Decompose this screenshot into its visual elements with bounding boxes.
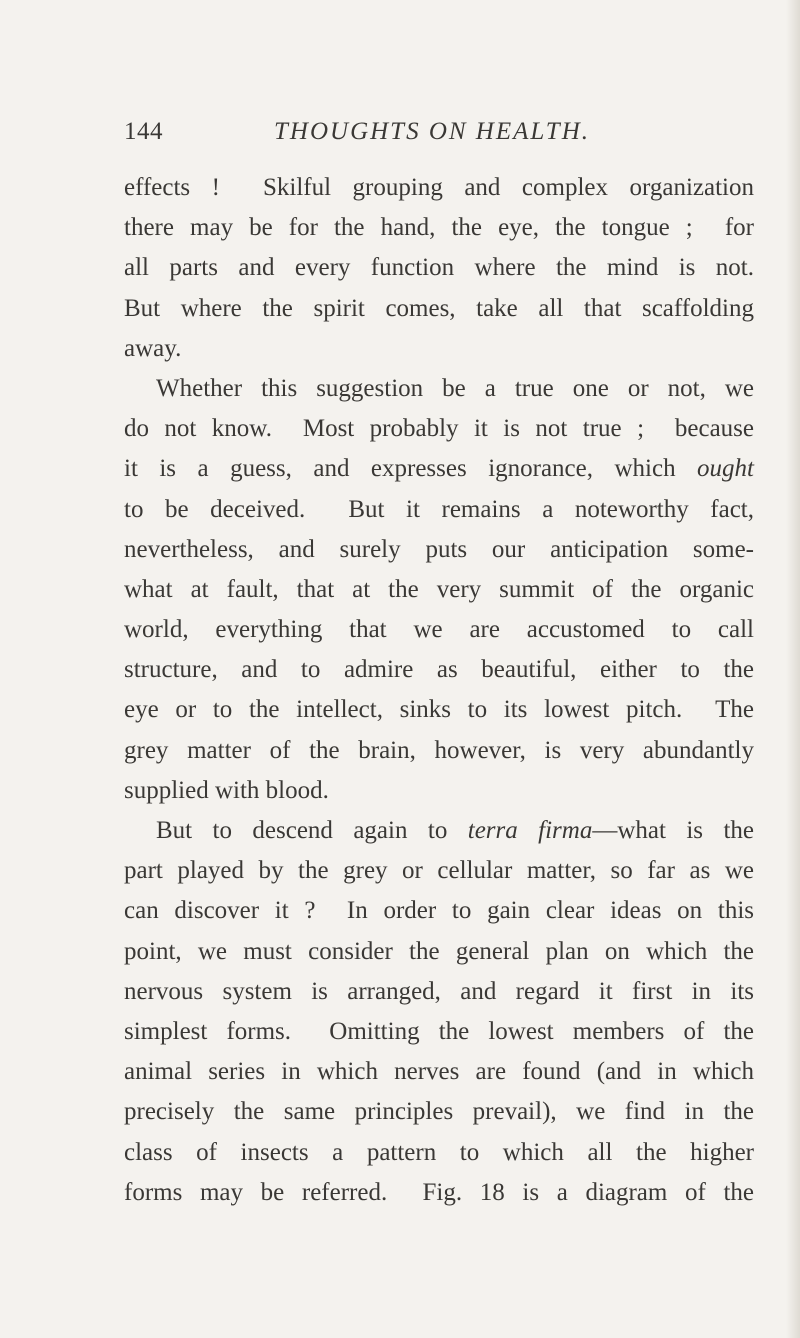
text-line: grey matter of the brain, however, is very abundantly (124, 736, 754, 764)
page-header (0, 114, 800, 154)
running-head: THOUGHTS ON HEALTH. (274, 118, 591, 145)
text-line: to be deceived. But it remains a noteworthy fact, (124, 495, 754, 523)
page-number: 144 (124, 118, 163, 145)
text-line: precisely the same principles prevail), we find in the (124, 1098, 754, 1126)
text-line: forms may be referred. Fig. 18 is a diagram of the (124, 1178, 754, 1206)
italic-phrase: terra firma (467, 817, 593, 844)
text-line: structure, and to admire as beautiful, either to the (124, 656, 754, 684)
text-line: But to descend again to terra firma—what is the (156, 817, 754, 844)
page-edge-shadow (786, 0, 800, 1338)
text-line: class of insects a pattern to which all the higher (124, 1138, 754, 1166)
italic-word: ought (697, 455, 754, 483)
text-line: But where the spirit comes, take all that scaffolding (124, 294, 754, 322)
text-line: world, everything that we are accustomed to call (124, 616, 754, 644)
text-line: away. (124, 334, 182, 362)
text-line: supplied with blood. (124, 776, 329, 804)
text-line: all parts and every function where the mind is not. (124, 254, 754, 282)
text-line: do not know. Most probably it is not true ; because (124, 415, 754, 443)
text-line: effects ! Skilful grouping and complex organization (124, 174, 754, 201)
text-line: nervous system is arranged, and regard it first in its (124, 977, 754, 1005)
text-line: point, we must consider the general plan on which the (124, 937, 754, 965)
text-line: animal series in which nerves are found (and in which (124, 1058, 754, 1086)
body-text (124, 168, 754, 1213)
text-line: can discover it ? In order to gain clear ideas on this (124, 897, 754, 925)
text-line: it is a guess, and expresses ignorance, which ought (124, 455, 754, 483)
text-line: what at fault, that at the very summit of the organic (124, 575, 754, 603)
text-line: nevertheless, and surely puts our anticipation some- (124, 535, 754, 563)
text-line: eye or to the intellect, sinks to its lowest pitch. The (124, 696, 754, 724)
text-line: simplest forms. Omitting the lowest members of the (124, 1017, 754, 1045)
text-line: Whether this suggestion be a true one or not, we (156, 374, 754, 402)
text-line: part played by the grey or cellular matter, so far as we (124, 857, 754, 885)
text-line: there may be for the hand, the eye, the tongue ; for (124, 214, 754, 242)
